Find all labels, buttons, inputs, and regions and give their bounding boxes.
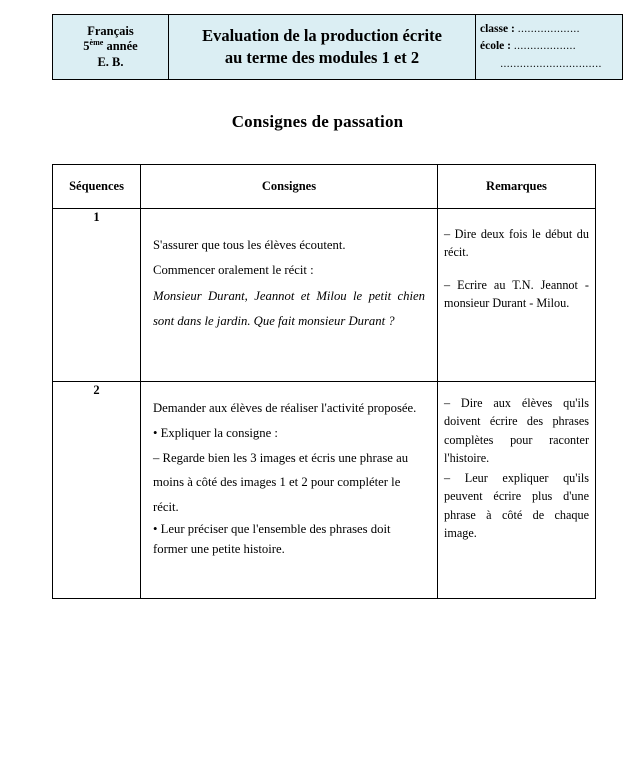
consigne-bullet: • Leur préciser que l'ensemble des phrases doit former une petite histoire. xyxy=(153,521,391,556)
consigne-content xyxy=(141,209,438,382)
consigne-bullet: • Expliquer la consigne : xyxy=(153,425,278,440)
consigne-line: S'assurer que tous les élèves écoutent. xyxy=(153,238,346,252)
ecole-label: école : xyxy=(480,40,511,53)
ecole-field-row xyxy=(480,38,618,55)
identification-header-table xyxy=(52,14,623,80)
consigne-line: Commencer oralement le récit : xyxy=(153,263,314,278)
remarque-content xyxy=(438,209,596,382)
evaluation-title-line-2: au terme des modules 1 et 2 xyxy=(224,48,420,67)
classe-label: classe : xyxy=(480,23,515,36)
table-header-row xyxy=(53,165,596,209)
table-row xyxy=(53,209,596,382)
remarque-item: – Dire aux élèves qu'ils doivent écrire des phrases complètes pour raconter l'histoire. xyxy=(444,396,589,465)
grade-label xyxy=(57,39,164,55)
sequence-number: 1 xyxy=(53,209,141,382)
ecole-dotted-line[interactable]: ................... xyxy=(513,40,577,53)
subject-label: Français xyxy=(87,23,134,38)
consigne-instruction: – Regarde bien les 3 images et écris une phrase au moins à côté des images 1 et 2 pour compléter le récit. xyxy=(153,450,409,515)
extra-dotted-line[interactable]: ............................... xyxy=(500,57,602,70)
classe-field-row xyxy=(480,21,618,38)
remarque-content xyxy=(438,382,596,599)
consigne-italic-recit: Monsieur Durant, Jeannot et Milou le petit chien sont dans le jardin. Que fait monsieur Durant ? xyxy=(153,288,425,329)
page-title: Consignes de passation xyxy=(231,112,404,131)
header-row xyxy=(53,15,623,80)
table-row xyxy=(53,382,596,599)
grade-suffix: ème xyxy=(89,38,104,48)
remarque-item: – Ecrire au T.N. Jeannot - monsieur Durant - Milou. xyxy=(444,277,589,310)
consigne-content xyxy=(141,382,438,599)
grade-word: année xyxy=(106,39,138,54)
consigne-line: Demander aux élèves de réaliser l'activité proposée. xyxy=(153,401,417,415)
evaluation-title-cell xyxy=(169,15,476,80)
column-header-remarques: Remarques xyxy=(438,165,596,209)
remarque-item: – Dire deux fois le début du récit. xyxy=(444,227,589,260)
classe-dotted-line[interactable]: ................... xyxy=(517,23,580,36)
consignes-table xyxy=(52,164,596,599)
subject-grade-cell xyxy=(53,15,169,80)
sequence-number: 2 xyxy=(53,382,141,599)
extra-field-row xyxy=(480,56,618,73)
identification-fields-cell xyxy=(476,15,623,80)
column-header-sequences: Séquences xyxy=(53,165,141,209)
remarque-item: – Leur expliquer qu'ils peuvent écrire plus d'une phrase à côté de chaque image. xyxy=(444,471,589,541)
grade-number: 5 xyxy=(83,39,90,54)
column-header-consignes: Consignes xyxy=(141,165,438,209)
cycle-label: E. B. xyxy=(97,54,124,69)
evaluation-title-line-1: Evaluation de la production écrite xyxy=(202,25,442,45)
